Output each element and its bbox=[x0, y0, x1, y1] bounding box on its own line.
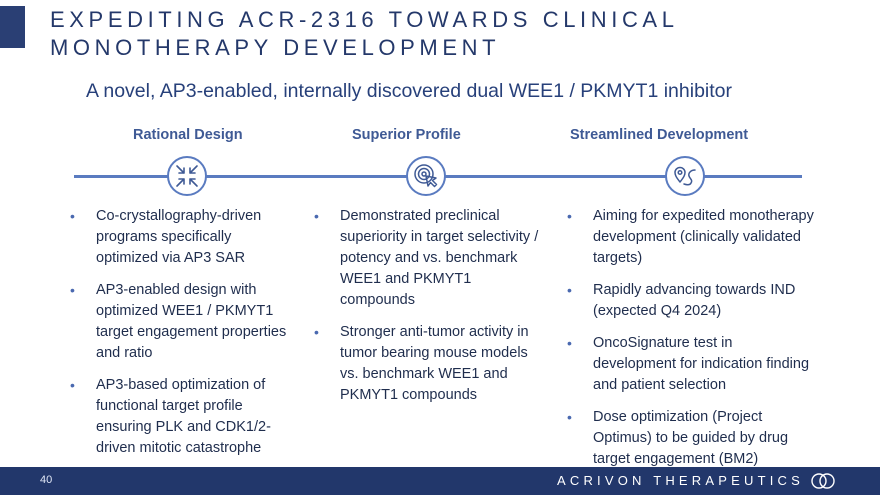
column-rational-design bbox=[70, 206, 296, 470]
list-item: • AP3-based optimization of functional target profile ensuring PLK and CDK1/2-driven mitotic catastrophe bbox=[70, 377, 271, 456]
slide-title bbox=[50, 6, 850, 62]
bullet-dot: • bbox=[567, 282, 572, 298]
bullet-dot: • bbox=[70, 282, 75, 298]
list-item: • Demonstrated preclinical superiority in target selectivity / potency and vs. benchmark WEE1 and PKMYT1 compounds bbox=[314, 208, 539, 308]
node-superior-profile bbox=[406, 156, 446, 196]
route-pin-icon bbox=[671, 162, 699, 190]
slide-title-line-2: MONOTHERAPY DEVELOPMENT bbox=[50, 35, 501, 60]
bullet-dot: • bbox=[567, 335, 572, 351]
brand-name: ACRIVON THERAPEUTICS bbox=[556, 473, 804, 488]
column-heading-streamlined-development: Streamlined Development bbox=[570, 127, 749, 143]
column-heading-rational-design: Rational Design bbox=[133, 127, 243, 143]
list-item: • OncoSignature test in development for indication finding and patient selection bbox=[567, 335, 810, 393]
arrows-converge-icon bbox=[174, 163, 200, 189]
page-number: 40 bbox=[40, 474, 53, 486]
bullet-dot: • bbox=[314, 208, 319, 224]
list-item: • Aiming for expedited monotherapy development (clinically validated targets) bbox=[567, 208, 814, 266]
bullet-dot: • bbox=[567, 208, 572, 224]
brand-logo-icon bbox=[810, 472, 836, 490]
slide-title-line-1: EXPEDITING ACR-2316 TOWARDS CLINICAL bbox=[50, 7, 679, 32]
slide-subtitle: A novel, AP3-enabled, internally discovered dual WEE1 / PKMYT1 inhibitor bbox=[86, 80, 733, 102]
bullet-dot: • bbox=[70, 377, 75, 393]
footer-bar bbox=[0, 467, 880, 495]
list-item: • Co-crystallography-driven programs specifically optimized via AP3 SAR bbox=[70, 208, 262, 266]
target-click-icon bbox=[412, 162, 440, 190]
list-item: • Dose optimization (Project Optimus) to be guided by drug target engagement (BM2) bbox=[567, 409, 789, 467]
column-superior-profile bbox=[314, 206, 550, 417]
column-streamlined-development bbox=[567, 206, 819, 481]
column-heading-superior-profile: Superior Profile bbox=[352, 127, 461, 143]
bullet-dot: • bbox=[567, 409, 572, 425]
bullet-dot: • bbox=[314, 324, 319, 340]
node-rational-design bbox=[167, 156, 207, 196]
corner-accent-block bbox=[0, 6, 25, 48]
list-item: • Stronger anti-tumor activity in tumor bearing mouse models vs. benchmark WEE1 and PKMYT1 compounds bbox=[314, 324, 529, 403]
list-item: • Rapidly advancing towards IND (expected Q4 2024) bbox=[567, 282, 796, 319]
node-streamlined-development bbox=[665, 156, 705, 196]
bullet-dot: • bbox=[70, 208, 75, 224]
list-item: • AP3-enabled design with optimized WEE1 / PKMYT1 target engagement properties and ratio bbox=[70, 282, 287, 361]
